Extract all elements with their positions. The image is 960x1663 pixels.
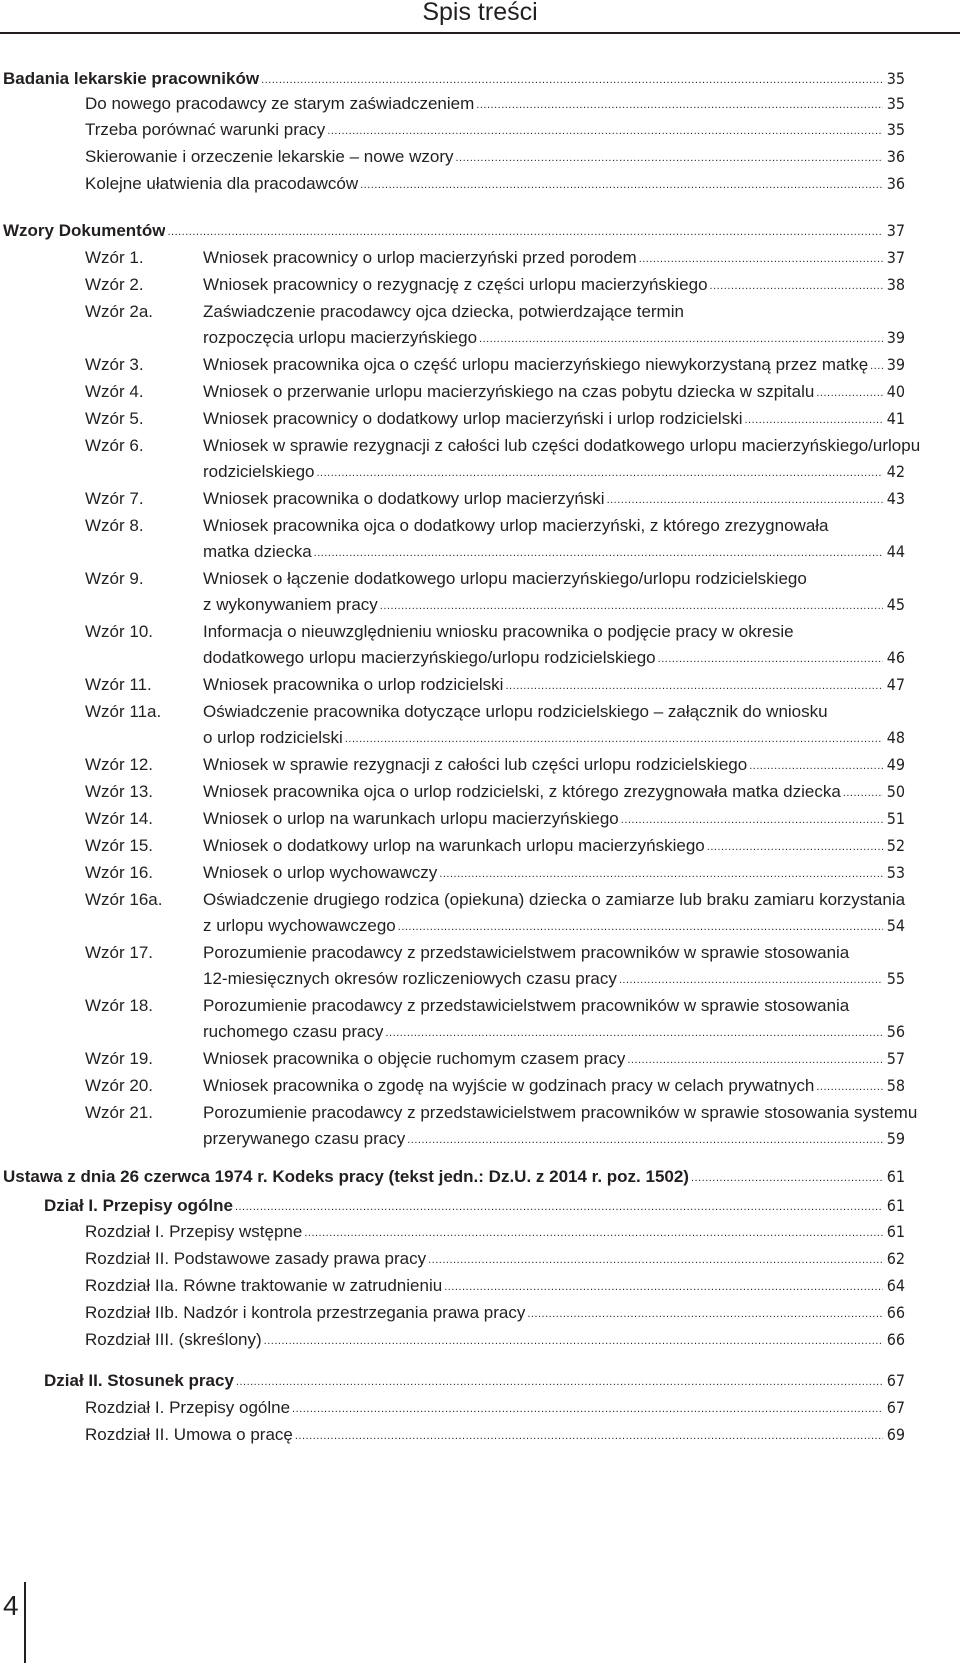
form-title-line1: Porozumienie pracodawcy z przedstawicielstwem pracowników w sprawie stosowania [203, 943, 850, 962]
entry-text: Rozdział IIb. Nadzór i kontrola przestrzegania prawa pracy [85, 1303, 526, 1322]
entry-text: Wniosek o przerwanie urlopu macierzyńskiego na czas pobytu dziecka w szpitalu [203, 382, 815, 401]
entry-line [85, 1329, 905, 1351]
entry-page: 45 [886, 595, 905, 614]
entry-text: Wniosek o urlop wychowawczy [203, 863, 438, 882]
form-label: Wzór 7. [85, 489, 144, 508]
entry-page: 66 [886, 1303, 905, 1322]
leader-dots [607, 490, 883, 510]
leader-dots [264, 1331, 883, 1351]
entry-page: 41 [886, 409, 905, 428]
chapter-entry[interactable] [85, 1397, 905, 1423]
leader-dots [398, 917, 883, 937]
chapter-entry[interactable] [85, 1275, 905, 1301]
form-entry[interactable] [203, 781, 905, 807]
form-label: Wzór 15. [85, 836, 154, 855]
form-label: Wzór 4. [85, 382, 144, 401]
form-label: Wzór 1. [85, 248, 144, 267]
form-label: Wzór 12. [85, 755, 154, 774]
form-title-line1: Oświadczenie drugiego rodzica (opiekuna) dziecka o zamiarze lub braku zamiaru korzystania [203, 890, 906, 909]
leader-dots [816, 1077, 882, 1097]
form-label: Wzór 9. [85, 569, 144, 588]
entry-text: z urlopu wychowawczego [203, 916, 396, 935]
toc-item[interactable] [85, 146, 905, 172]
leader-dots [236, 1372, 883, 1392]
form-entry[interactable] [203, 327, 905, 353]
entry-line [203, 327, 905, 349]
form-title-line1: Wniosek pracownika ojca o dodatkowy urlop macierzyński, z którego zrezygnowała [203, 516, 829, 535]
entry-line [203, 727, 905, 749]
section-kodeks-pracy[interactable] [3, 1166, 905, 1192]
entry-line [203, 1021, 905, 1043]
chapter-entry[interactable] [85, 1248, 905, 1274]
entry-text: Rozdział II. Umowa o pracę [85, 1425, 293, 1444]
entry-line [203, 354, 905, 376]
entry-line [203, 862, 905, 884]
entry-line [85, 1248, 905, 1270]
entry-line [85, 93, 905, 115]
entry-page: 50 [886, 782, 905, 801]
form-label: Wzór 16. [85, 863, 154, 882]
form-title-line1: Wniosek o łączenie dodatkowego urlopu macierzyńskiego/urlopu rodzicielskiego [203, 569, 807, 588]
entry-page: 53 [886, 863, 905, 882]
form-label: Wzór 21. [85, 1103, 154, 1122]
form-label: Wzór 10. [85, 622, 154, 641]
page-number: 4 [3, 1590, 19, 1621]
entry-page: 54 [886, 916, 905, 935]
entry-page: 46 [886, 648, 905, 667]
entry-line [85, 1221, 905, 1243]
form-label: Wzór 8. [85, 516, 144, 535]
page-title: Spis treści [422, 0, 538, 26]
entry-line [85, 1302, 905, 1324]
form-entry[interactable] [203, 674, 905, 700]
entry-text: Wniosek pracownika o dodatkowy urlop macierzyński [203, 489, 605, 508]
chapter-entry[interactable] [85, 1221, 905, 1247]
leader-dots [619, 970, 883, 990]
leader-dots [658, 649, 883, 669]
entry-line [203, 541, 905, 563]
entry-text: Trzeba porównać warunki pracy [85, 120, 326, 139]
form-entry[interactable] [203, 408, 905, 434]
form-label: Wzór 14. [85, 809, 154, 828]
leader-dots [345, 729, 883, 749]
entry-line [85, 1424, 905, 1446]
leader-dots [843, 783, 883, 803]
entry-text: Wzory Dokumentów [3, 221, 166, 240]
leader-dots [235, 1197, 883, 1217]
form-entry[interactable] [203, 381, 905, 407]
toc-item[interactable] [85, 173, 905, 199]
form-label: Wzór 16a. [85, 890, 163, 909]
entry-line [203, 968, 905, 990]
form-entry[interactable] [203, 1048, 905, 1074]
entry-line [203, 408, 905, 430]
entry-page: 38 [886, 275, 905, 294]
leader-dots [456, 148, 883, 168]
entry-line [203, 647, 905, 669]
chapter-entry[interactable] [85, 1424, 905, 1450]
entry-line [85, 173, 905, 195]
form-entry[interactable] [203, 354, 905, 380]
leader-dots [327, 121, 882, 141]
form-label: Wzór 18. [85, 996, 154, 1015]
leader-dots [505, 676, 882, 696]
form-label: Wzór 3. [85, 355, 144, 374]
entry-line [203, 1128, 905, 1150]
leader-dots [380, 596, 883, 616]
division-entry[interactable] [44, 1370, 905, 1396]
entry-line [44, 1370, 905, 1392]
entry-line [203, 674, 905, 696]
entry-text: 12-miesięcznych okresów rozliczeniowych czasu pracy [203, 969, 617, 988]
entry-line [203, 1075, 905, 1097]
entry-page: 69 [886, 1425, 905, 1444]
entry-text: Wniosek pracownicy o dodatkowy urlop macierzyński i urlop rodzicielski [203, 409, 743, 428]
leader-dots [627, 1050, 882, 1070]
entry-text: Wniosek w sprawie rezygnacji z całości lub części urlopu rodzicielskiego [203, 755, 748, 774]
form-title-line1: Porozumienie pracodawcy z przedstawicielstwem pracowników w sprawie stosowania [203, 996, 850, 1015]
form-entry[interactable] [203, 808, 905, 834]
entry-text: Rozdział I. Przepisy ogólne [85, 1398, 291, 1417]
leader-dots [292, 1399, 883, 1419]
form-entry[interactable] [203, 835, 905, 861]
section-badania[interactable] [3, 68, 905, 94]
entry-line [3, 220, 905, 242]
leader-dots [444, 1277, 883, 1297]
section-wzory[interactable] [3, 220, 905, 246]
form-entry[interactable] [203, 541, 905, 567]
entry-page: 61 [886, 1196, 905, 1215]
entry-text: rozpoczęcia urlopu macierzyńskiego [203, 328, 478, 347]
entry-text: o urlop rodzicielski [203, 728, 343, 747]
leader-dots [479, 329, 883, 349]
entry-text: Kolejne ułatwienia dla pracodawców [85, 174, 359, 193]
entry-line [203, 808, 905, 830]
form-entry[interactable] [203, 1075, 905, 1101]
leader-dots [314, 543, 883, 563]
entry-text: przerywanego czasu pracy [203, 1129, 406, 1148]
entry-page: 56 [886, 1022, 905, 1041]
entry-page: 42 [886, 462, 905, 481]
leader-dots [639, 249, 883, 269]
entry-line [203, 461, 905, 483]
entry-page: 49 [886, 755, 905, 774]
form-title-line1: Wniosek w sprawie rezygnacji z całości lub części dodatkowego urlopu macierzyńskiego/urlopu [203, 436, 921, 455]
entry-page: 36 [886, 147, 905, 166]
entry-page: 55 [886, 969, 905, 988]
entry-page: 64 [886, 1276, 905, 1295]
form-label: Wzór 6. [85, 436, 144, 455]
entry-text: Rozdział III. (skreślony) [85, 1330, 262, 1349]
entry-page: 57 [886, 1049, 905, 1068]
leader-dots [710, 276, 883, 296]
form-label: Wzór 20. [85, 1076, 154, 1095]
entry-text: Wniosek pracownicy o rezygnację z części urlopu macierzyńskiego [203, 275, 708, 294]
entry-line [85, 146, 905, 168]
entry-text: Wniosek o dodatkowy urlop na warunkach urlopu macierzyńskiego [203, 836, 705, 855]
entry-page: 58 [886, 1076, 905, 1095]
entry-line [203, 247, 905, 269]
entry-page: 35 [886, 69, 905, 88]
entry-line [203, 274, 905, 296]
entry-text: Dział II. Stosunek pracy [44, 1371, 234, 1390]
entry-page: 61 [886, 1222, 905, 1241]
form-entry[interactable] [203, 1021, 905, 1047]
form-label: Wzór 2. [85, 275, 144, 294]
entry-line [203, 754, 905, 776]
leader-dots [360, 175, 883, 195]
leader-dots [816, 383, 882, 403]
entry-text: ruchomego czasu pracy [203, 1022, 384, 1041]
entry-line [85, 1397, 905, 1419]
entry-text: Wniosek pracownika o zgodę na wyjście w godzinach pracy w celach prywatnych [203, 1076, 815, 1095]
entry-text: dodatkowego urlopu macierzyńskiego/urlopu rodzicielskiego [203, 648, 656, 667]
entry-line [3, 68, 905, 90]
form-label: Wzór 13. [85, 782, 154, 801]
form-label: Wzór 11a. [85, 702, 162, 721]
entry-page: 47 [886, 675, 905, 694]
chapter-entry[interactable] [85, 1302, 905, 1328]
form-entry[interactable] [203, 594, 905, 620]
entry-text: Dział I. Przepisy ogólne [44, 1196, 233, 1215]
entry-page: 37 [886, 248, 905, 267]
entry-page: 35 [886, 120, 905, 139]
entry-line [3, 1166, 905, 1188]
entry-text: Wniosek o urlop na warunkach urlopu macierzyńskiego [203, 809, 619, 828]
entry-page: 39 [886, 328, 905, 347]
leader-dots [385, 1023, 882, 1043]
entry-text: Wniosek pracownicy o urlop macierzyński przed porodem [203, 248, 637, 267]
entry-text: z wykonywaniem pracy [203, 595, 378, 614]
entry-page: 40 [886, 382, 905, 401]
entry-page: 67 [886, 1371, 905, 1390]
form-label: Wzór 2a. [85, 302, 154, 321]
toc-item[interactable] [85, 119, 905, 145]
leader-dots [749, 756, 882, 776]
form-label: Wzór 17. [85, 943, 154, 962]
entry-page: 51 [886, 809, 905, 828]
leader-dots [317, 463, 883, 483]
entry-line [203, 1048, 905, 1070]
entry-page: 48 [886, 728, 905, 747]
form-entry[interactable] [203, 915, 905, 941]
leader-dots [744, 410, 882, 430]
entry-text: Badania lekarskie pracowników [3, 69, 260, 88]
entry-page: 61 [886, 1167, 905, 1186]
leader-dots [407, 1130, 882, 1150]
entry-line [203, 781, 905, 803]
form-label: Wzór 11. [85, 675, 152, 694]
leader-dots [439, 864, 882, 884]
entry-text: Rozdział IIa. Równe traktowanie w zatrudnieniu [85, 1276, 443, 1295]
entry-page: 66 [886, 1330, 905, 1349]
form-title-line1: Zaświadczenie pracodawcy ojca dziecka, potwierdzające termin [203, 302, 684, 321]
entry-text: Ustawa z dnia 26 czerwca 1974 r. Kodeks pracy (tekst jedn.: Dz.U. z 2014 r. poz. 1502) [3, 1167, 689, 1186]
entry-line [203, 835, 905, 857]
entry-page: 35 [886, 94, 905, 113]
entry-page: 52 [886, 836, 905, 855]
division-entry[interactable] [44, 1195, 905, 1221]
leader-dots [261, 70, 883, 90]
leader-dots [476, 95, 882, 115]
entry-text: Rozdział II. Podstawowe zasady prawa pracy [85, 1249, 427, 1268]
leader-dots [167, 222, 882, 242]
form-entry[interactable] [203, 461, 905, 487]
entry-text: Wniosek pracownika ojca o urlop rodzicielski, z którego zrezygnowała matka dziecka [203, 782, 841, 801]
entry-page: 44 [886, 542, 905, 561]
form-title-line1: Oświadczenie pracownika dotyczące urlopu rodzicielskiego – załącznik do wniosku [203, 702, 828, 721]
form-entry[interactable] [203, 727, 905, 753]
entry-text: Skierowanie i orzeczenie lekarskie – nowe wzory [85, 147, 454, 166]
entry-text: Do nowego pracodawcy ze starym zaświadczeniem [85, 94, 475, 113]
leader-dots [707, 837, 883, 857]
form-entry[interactable] [203, 488, 905, 514]
entry-line [85, 119, 905, 141]
form-label: Wzór 5. [85, 409, 144, 428]
form-entry[interactable] [203, 968, 905, 994]
leader-dots [527, 1304, 882, 1324]
form-entry[interactable] [203, 647, 905, 673]
form-entry[interactable] [203, 247, 905, 273]
entry-line [203, 488, 905, 510]
form-entry[interactable] [203, 754, 905, 780]
entry-page: 43 [886, 489, 905, 508]
leader-dots [304, 1223, 882, 1243]
entry-text: rodzicielskiego [203, 462, 315, 481]
entry-page: 59 [886, 1129, 905, 1148]
entry-line [85, 1275, 905, 1297]
entry-page: 36 [886, 174, 905, 193]
leader-dots [691, 1168, 883, 1188]
form-entry[interactable] [203, 1128, 905, 1154]
leader-dots [295, 1426, 883, 1446]
form-label: Wzór 19. [85, 1049, 154, 1068]
entry-line [44, 1195, 905, 1217]
entry-page: 39 [886, 355, 905, 374]
leader-dots [870, 356, 883, 376]
entry-text: Rozdział I. Przepisy wstępne [85, 1222, 303, 1241]
leader-dots [428, 1250, 883, 1270]
entry-line [203, 381, 905, 403]
form-title-line1: Informacja o nieuwzględnieniu wniosku pracownika o podjęcie pracy w okresie [203, 622, 794, 641]
chapter-entry[interactable] [85, 1329, 905, 1355]
entry-page: 67 [886, 1398, 905, 1417]
entry-text: matka dziecka [203, 542, 312, 561]
form-title-line1: Porozumienie pracodawcy z przedstawicielstwem pracowników w sprawie stosowania systemu [203, 1103, 918, 1122]
entry-page: 37 [886, 221, 905, 240]
entry-line [203, 915, 905, 937]
form-entry[interactable] [203, 862, 905, 888]
entry-text: Wniosek pracownika o objęcie ruchomym czasem pracy [203, 1049, 626, 1068]
entry-text: Wniosek pracownika o urlop rodzicielski [203, 675, 504, 694]
page-number-bar [24, 1582, 26, 1663]
leader-dots [621, 810, 883, 830]
entry-text: Wniosek pracownika ojca o część urlopu macierzyńskiego niewykorzystaną przez matkę [203, 355, 869, 374]
entry-page: 62 [886, 1249, 905, 1268]
entry-line [203, 594, 905, 616]
form-entry[interactable] [203, 274, 905, 300]
toc-item[interactable] [85, 93, 905, 119]
